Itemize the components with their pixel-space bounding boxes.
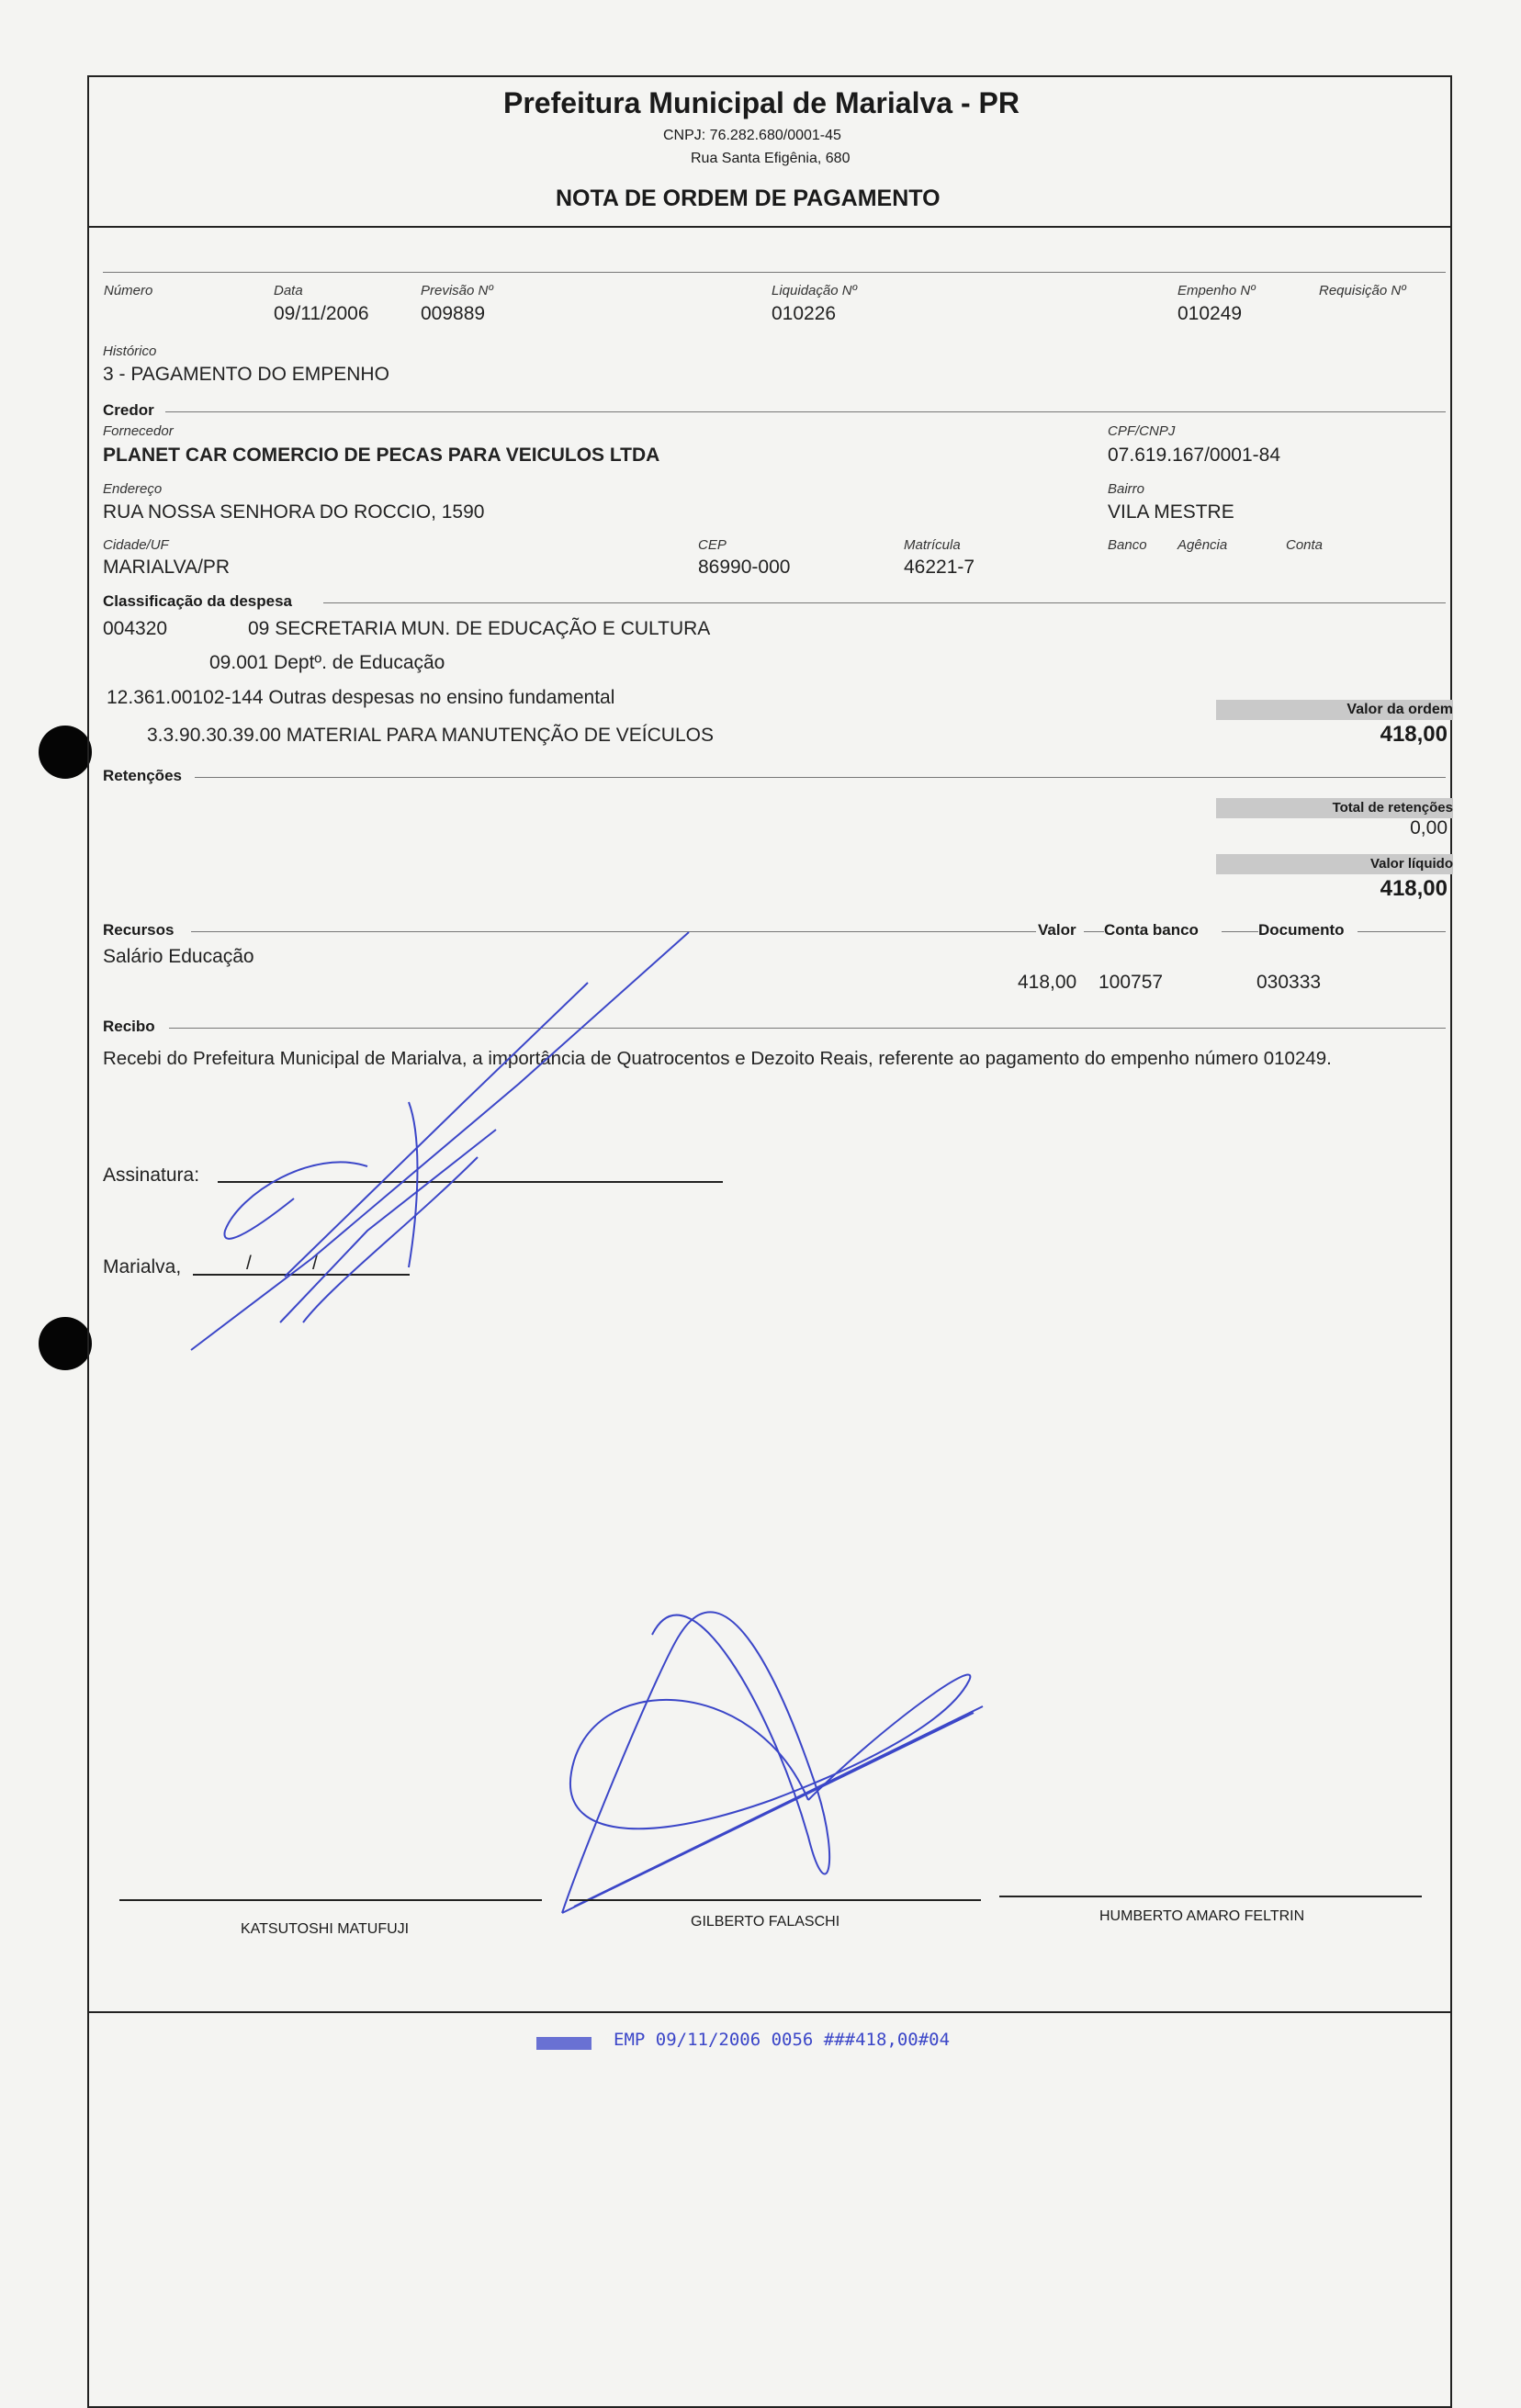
valor-liquido-label: Valor líquido [1369,856,1453,872]
signatory-line-3 [999,1896,1422,1897]
liquidacao-value: 010226 [772,303,837,324]
bairro-value: VILA MESTRE [1108,501,1234,523]
matricula-label: Matrícula [904,537,961,553]
signatory-line-2 [569,1899,981,1901]
retencoes-section: Retenções [103,767,182,784]
signatory-line-1 [119,1899,542,1901]
recibo-text: Recebi do Prefeitura Municipal de Marialva, a importância de Quatrocentos e Dezoito Reais, referente ao pagamento do empenho número 010249. [103,1048,1332,1069]
fornecedor-label: Fornecedor [103,423,174,439]
recibo-section: Recibo [103,1018,155,1035]
recursos-conta-label: Conta banco [1104,921,1199,939]
empenho-label: Empenho Nº [1177,283,1256,298]
endereco-label: Endereço [103,481,163,497]
payment-stamp-icon [536,2037,592,2050]
date-slash-2: / [312,1253,318,1274]
recursos-documento-label: Documento [1258,921,1345,939]
classificacao-code: 004320 [103,618,168,639]
footer-divider [87,2011,1452,2013]
orgao-value: 09 SECRETARIA MUN. DE EDUCAÇÃO E CULTURA [248,618,711,639]
signatory-name-3: HUMBERTO AMARO FELTRIN [1099,1908,1305,1924]
payment-stamp: EMP 09/11/2006 0056 ###418,00#04 [614,2030,951,2050]
historico-value: 3 - PAGAMENTO DO EMPENHO [103,364,389,385]
credor-section: Credor [103,401,154,419]
signatory-name-2: GILBERTO FALASCHI [691,1914,840,1930]
endereco-value: RUA NOSSA SENHORA DO ROCCIO, 1590 [103,501,485,523]
address-text: Rua Santa Efigênia, 680 [691,151,851,166]
recursos-valor-label: Valor [1038,921,1076,939]
bairro-label: Bairro [1108,481,1145,497]
conta-label: Conta [1286,537,1324,553]
numero-label: Número [104,283,153,298]
page-title: Prefeitura Municipal de Marialva - PR [503,86,1020,119]
historico-label: Histórico [103,343,157,359]
total-retencoes-label: Total de retenções [1332,800,1453,816]
funcional-value: 12.361.00102-144 Outras despesas no ensino fundamental [107,687,615,708]
classificacao-section: Classificação da despesa [103,592,293,610]
liquidacao-label: Liquidação Nº [772,283,858,298]
matricula-value: 46221-7 [904,557,975,578]
cidade-label: Cidade/UF [103,537,169,553]
data-label: Data [274,283,303,298]
recursos-documento: 030333 [1256,972,1322,993]
cep-label: CEP [698,537,727,553]
signatory-name-1: KATSUTOSHI MATUFUJI [241,1921,410,1937]
previsao-label: Previsão Nº [421,283,493,298]
cidade-value: MARIALVA/PR [103,557,231,578]
local-label: Marialva, [103,1256,182,1277]
valor-ordem-value: 418,00 [1380,722,1448,747]
elemento-value: 3.3.90.30.39.00 MATERIAL PARA MANUTENÇÃO DE VEÍCULOS [147,725,714,746]
banco-label: Banco [1108,537,1147,553]
recursos-conta: 100757 [1098,972,1164,993]
cep-value: 86990-000 [698,557,791,578]
cpf-value: 07.619.167/0001-84 [1108,444,1281,466]
total-retencoes-value: 0,00 [1410,817,1448,838]
recursos-valor: 418,00 [1018,972,1077,993]
date-slash-1: / [246,1253,252,1274]
cnpj-text: CNPJ: 76.282.680/0001-45 [663,128,841,143]
unidade-value: 09.001 Deptº. de Educação [209,652,445,673]
data-value: 09/11/2006 [274,303,369,324]
assinatura-label: Assinatura: [103,1165,200,1186]
valor-liquido-value: 418,00 [1380,876,1448,901]
valor-ordem-label: Valor da ordem [1346,702,1453,717]
document-title: NOTA DE ORDEM DE PAGAMENTO [556,186,941,211]
recursos-section: Recursos [103,921,175,939]
requisicao-label: Requisição Nº [1319,283,1406,298]
previsao-value: 009889 [421,303,486,324]
empenho-value: 010249 [1177,303,1243,324]
fornecedor-value: PLANET CAR COMERCIO DE PECAS PARA VEICULOS LTDA [103,444,660,466]
recursos-fonte: Salário Educação [103,946,254,967]
agencia-label: Agência [1177,537,1228,553]
cpf-label: CPF/CNPJ [1108,423,1176,439]
